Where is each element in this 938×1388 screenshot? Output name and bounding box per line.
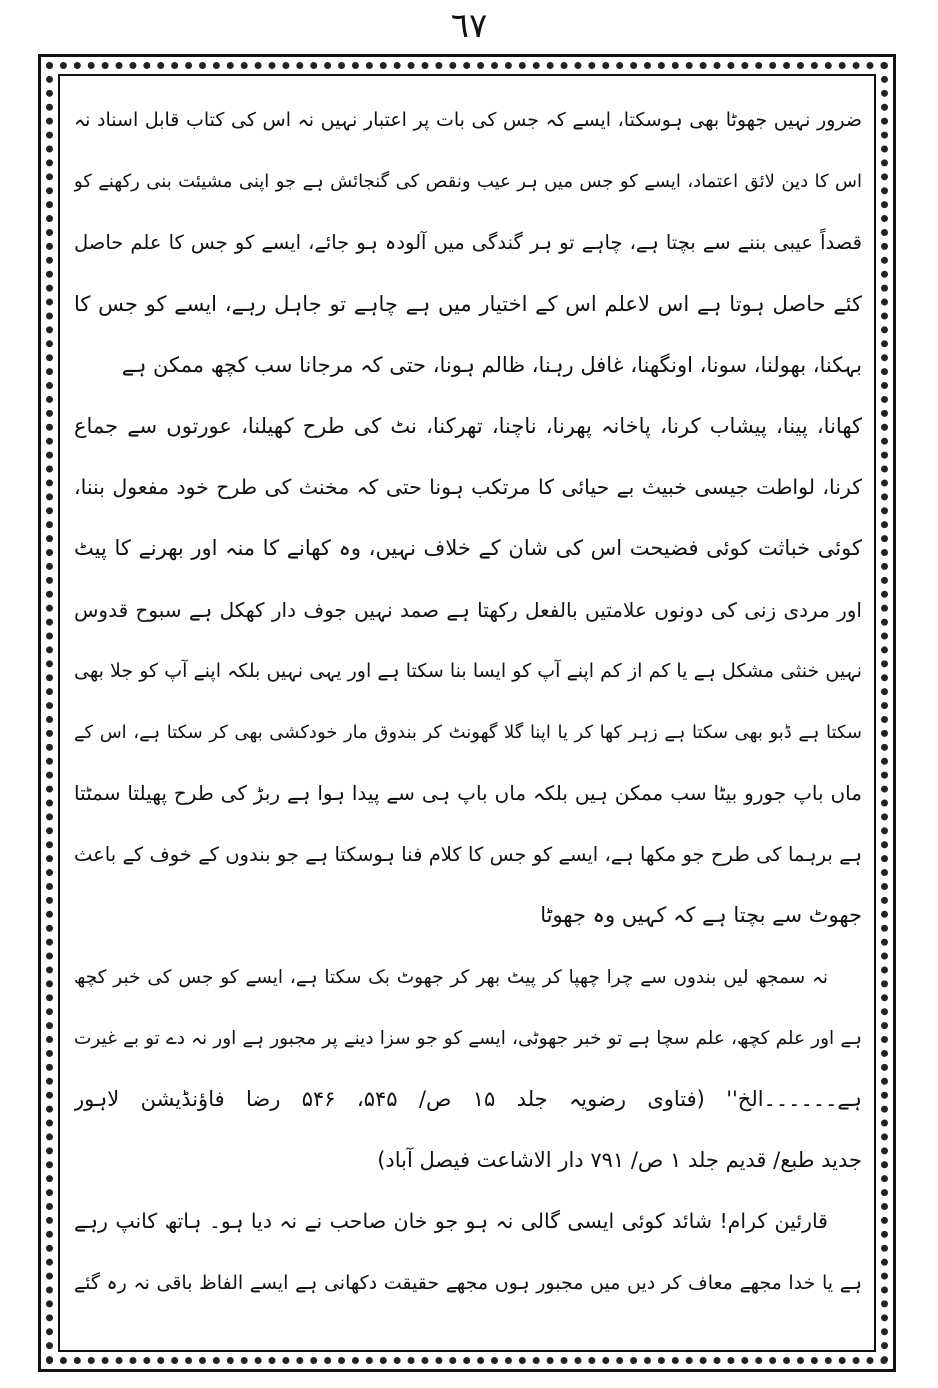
text-line: نہیں خنثی مشکل ہے یا کم از کم اپنے آپ کو ایسا بنا سکتا ہے اور یہی نہیں بلکہ اپنے آپ کو جلا بھی xyxy=(74,659,862,682)
text-line: نہ سمجھ لیں بندوں سے چرا چھپا کر پیٹ بھر کر جھوٹ بک سکتا ہے، ایسے کو جس کی خبر کچھ xyxy=(74,966,828,988)
text-line: قصداً عیبی بننے سے بچتا ہے، چاہے تو ہر گندگی میں آلودہ ہو جائے، ایسے کو جس کا علم حاصل xyxy=(74,231,862,255)
page-number: ٦٧ xyxy=(450,6,488,46)
text-line: ہے برہما کی طرح جو مکھا ہے، ایسے کو جس کا کلام فنا ہوسکتا ہے جو بندوں کے خوف کے باعث xyxy=(74,843,862,867)
text-line: قارئین کرام! شائد کوئی ایسی گالی نہ ہو جو خان صاحب نے نہ دیا ہو۔ ہاتھ کانپ رہے xyxy=(74,1209,828,1234)
text-line: سکتا ہے ڈبو بھی سکتا ہے زہر کھا کر یا اپنا گلا گھونٹ کر بندوق مار خودکشی بھی کر سکتا ہے، اس کے xyxy=(74,721,862,743)
text-line: ہے۔۔۔۔۔۔الخ'' (فتاوی رضویہ جلد ۱۵ ص/ ۵۴۵، ۵۴۶ رضا فاؤنڈیشن لاہور xyxy=(74,1087,862,1111)
text-line: جھوٹ سے بچتا ہے کہ کہیں وہ جھوٹا xyxy=(540,903,862,928)
text-line: ضرور نہیں جھوٹا بھی ہوسکتا، ایسے کہ جس کی بات پر اعتبار نہیں نہ اس کی کتاب قابل اسناد نہ xyxy=(74,109,862,131)
text-line: ہے اور علم کچھ، علم سچا ہے تو خبر جھوٹی، ایسے کو جو سزا دینے پر مجبور ہے اور نہ دے تو بے غیرت xyxy=(74,1027,862,1049)
text-line: کئے حاصل ہوتا ہے اس لاعلم اس کے اختیار میں ہے چاہے تو جاہل رہے، ایسے کو جس کا xyxy=(74,291,862,316)
text-line: کرنا، لواطت جیسی خبیث بے حیائی کا مرتکب ہونا حتی کہ مخنث کی طرح خود مفعول بننا، xyxy=(74,475,862,500)
text-line: اور مردی زنی کی دونوں علامتیں بالفعل رکھتا ہے صمد نہیں جوف دار کھکل ہے سبوح قدوس xyxy=(74,597,862,622)
text-line: اس کا دین لائق اعتماد، ایسے کو جس میں ہر عیب ونقص کی گنجائش ہے جو اپنی مشیئت بنی رکھنے کو xyxy=(74,171,862,193)
text-line: ماں باپ جورو بیٹا سب ممکن ہیں بلکہ ماں باپ ہی سے پیدا ہوا ہے ربڑ کی طرح پھیلتا سمٹتا xyxy=(74,781,862,806)
text-line: ہے یا خدا مجھے معاف کر دیں میں مجبور ہوں مجھے حقیقت دکھانی ہے ایسے الفاظ باقی نہ رہ گئے xyxy=(74,1271,862,1294)
text-line: جدید طبع/ قدیم جلد ۱ ص/ ۷۹۱ دار الاشاعت فیصل آباد) xyxy=(377,1148,862,1173)
text-line: کھانا، پینا، پیشاب کرنا، پاخانہ پھرنا، ناچنا، تھرکنا، نٹ کی طرح کھیلنا، عورتوں سے جماع xyxy=(74,413,862,438)
body-text xyxy=(74,90,862,1350)
text-line: بہکنا، بھولنا، سونا، اونگھنا، غافل رہنا، ظالم ہونا، حتی کہ مرجانا سب کچھ ممکن ہے xyxy=(121,352,862,377)
text-line: کوئی خباثت کوئی فضیحت اس کی شان کے خلاف نہیں، وہ کھانے کا منہ اور بھرنے کا پیٹ xyxy=(74,536,862,561)
